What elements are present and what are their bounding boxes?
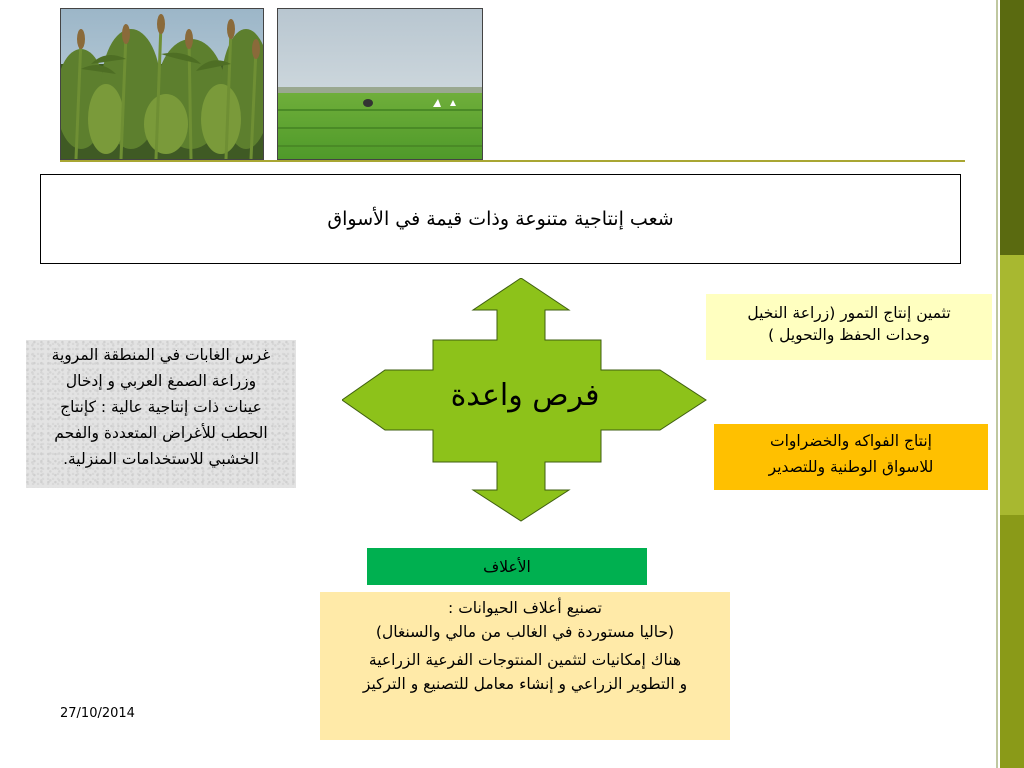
side-stripe-middle xyxy=(1000,255,1024,515)
feed-label-text: الأعلاف xyxy=(483,557,531,576)
afforestation-line: الخشبي للاستخدامات المنزلية. xyxy=(63,450,259,468)
fruits-line: إنتاج الفواكه والخضراوات xyxy=(770,432,932,450)
slide-date: 27/10/2014 xyxy=(60,706,135,721)
side-stripe-top xyxy=(1000,0,1024,255)
dates-line: وحدات الحفظ والتحويل ) xyxy=(768,326,930,344)
feed-line: (حاليا مستوردة في الغالب من مالي والسنغال) xyxy=(375,623,675,641)
afforestation-line: عينات ذات إنتاجية عالية : كإنتاج xyxy=(60,398,262,416)
side-divider xyxy=(996,0,998,768)
green-field-photo xyxy=(277,8,483,160)
fruits-vegetables-box xyxy=(714,424,988,490)
dates-box xyxy=(706,294,992,360)
afforestation-box xyxy=(26,340,296,488)
fruits-line: للاسواق الوطنية وللتصدير xyxy=(768,458,934,476)
header-rule xyxy=(60,160,965,162)
animal-feed-box xyxy=(320,592,730,740)
feed-label xyxy=(367,548,647,585)
center-label: فرص واعدة xyxy=(450,377,600,413)
title-box xyxy=(40,174,961,264)
dates-line: تثمين إنتاج التمور (زراعة النخيل xyxy=(747,304,951,322)
afforestation-line: غرس الغابات في المنطقة المروية xyxy=(51,346,271,364)
feed-line: هناك إمكانيات لتثمين المنتوجات الفرعية الزراعية xyxy=(368,651,682,669)
feed-line: و التطوير الزراعي و إنشاء معامل للتصنيع و التركيز xyxy=(362,675,688,693)
afforestation-line: الحطب للأغراض المتعددة والفحم xyxy=(54,424,268,442)
page-title: شعب إنتاجية متنوعة وذات قيمة في الأسواق xyxy=(327,208,674,230)
afforestation-line: وزراعة الصمغ العربي و إدخال xyxy=(65,372,257,390)
feed-line: تصنيع أعلاف الحيوانات : xyxy=(448,599,602,617)
side-stripe-bottom xyxy=(1000,515,1024,768)
sorghum-field-photo xyxy=(60,8,264,160)
